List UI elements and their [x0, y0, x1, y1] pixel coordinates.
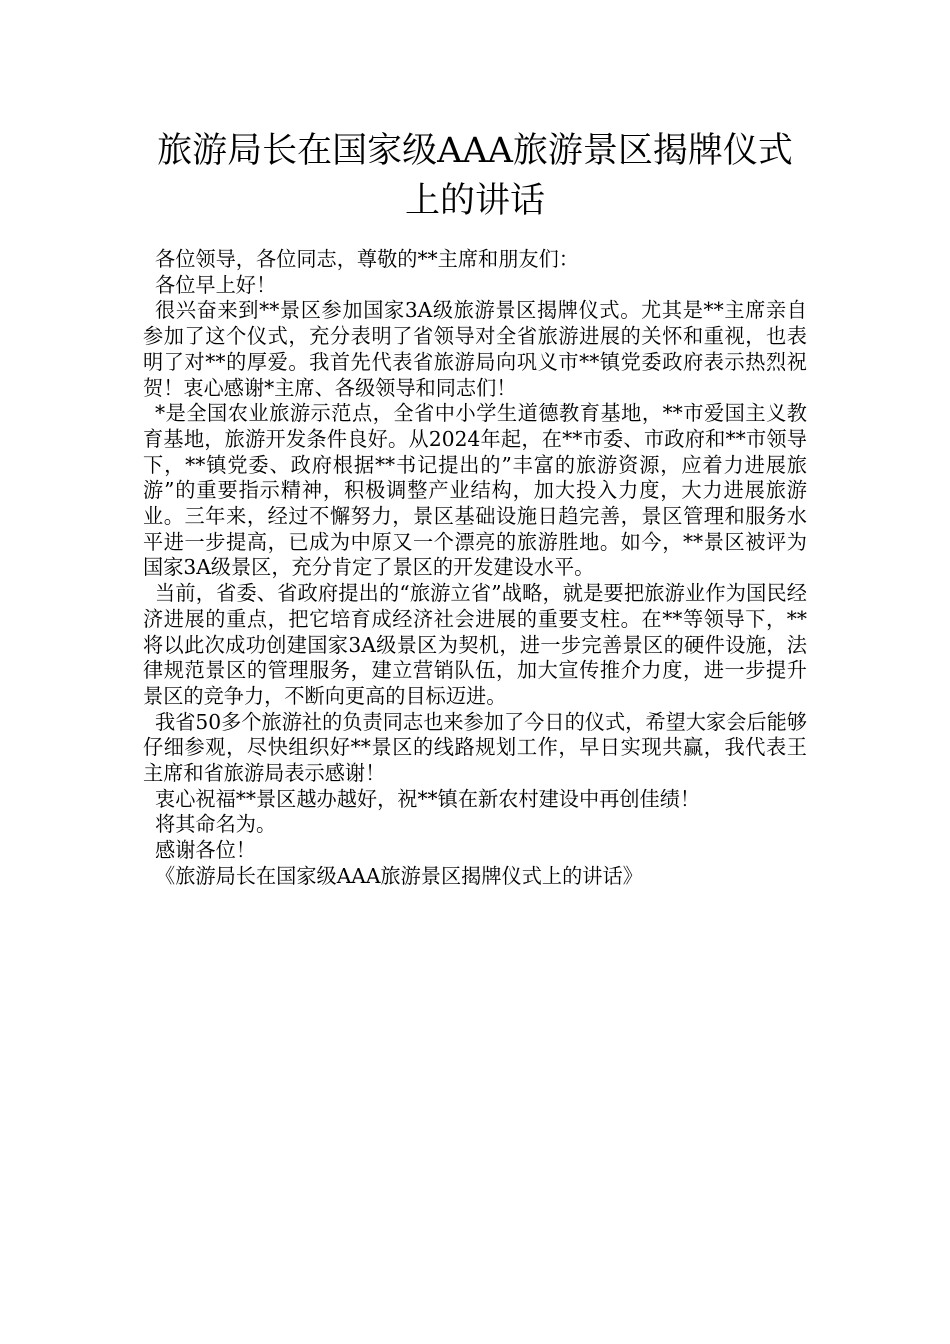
body-paragraph: 将其命名为。 — [155, 812, 277, 837]
body-paragraph: 很兴奋来到**景区参加国家3A级旅游景区揭牌仪式。尤其是**主席亲自参加了这个仪式，充分表明了省领导对全省旅游进展的关怀和重视，也表明了对**的厚爱。我首先代表省旅游局向巩义市**镇党委政府表示热烈祝贺！衷心感谢*主席、各级领导和同志们！ — [143, 298, 807, 400]
title-line-2: 上的讲话 — [404, 181, 545, 221]
thanks-paragraph: 感谢各位！ — [155, 838, 256, 863]
title-line-1: 旅游局长在国家级AAA旅游景区揭牌仪式 — [157, 131, 793, 171]
footer-title-reference: 《旅游局长在国家级AAA旅游景区揭牌仪式上的讲话》 — [155, 863, 643, 888]
body-paragraph: 当前，省委、省政府提出的“旅游立省”战略，就是要把旅游业作为国民经济进展的重点，把它培育成经济社会进展的重要支柱。在**等领导下，**将以此次成功创建国家3A级景区为契机，进一步完善景区的硬件设施，法律规范景区的管理服务，建立营销队伍，加大宣传推介力度，进一步提升景区的竞争力，不断向更高的目标迈进。 — [143, 581, 807, 708]
document-body — [143, 247, 807, 890]
closing-wish-paragraph: 衷心祝福**景区越办越好，祝**镇在新农村建设中再创佳绩！ — [155, 786, 701, 811]
body-paragraph: 我省50多个旅游社的负责同志也来参加了今日的仪式，希望大家会后能够仔细参观，尽快组织好**景区的线路规划工作，早日实现共赢，我代表王主席和省旅游局表示感谢！ — [143, 709, 807, 786]
document-title — [100, 126, 850, 226]
salutation-paragraph: 各位领导，各位同志，尊敬的**主席和朋友们： — [155, 247, 579, 271]
body-paragraph: *是全国农业旅游示范点，全省中小学生道德教育基地，**市爱国主义教育基地，旅游开发条件良好。从2024年起，在**市委、市政府和**市领导下，**镇党委、政府根据**书记提出的”丰富的旅游资源，应着力进展旅游”的重要指示精神，积极调整产业结构，加大投入力度，大力进展旅游业。三年来，经过不懈努力，景区基础设施日趋完善，景区管理和服务水平进一步提高，已成为中原又一个漂亮的旅游胜地。如今，**景区被评为国家3A级景区，充分肯定了景区的开发建设水平。 — [143, 401, 807, 580]
greeting-paragraph: 各位早上好！ — [155, 272, 277, 297]
